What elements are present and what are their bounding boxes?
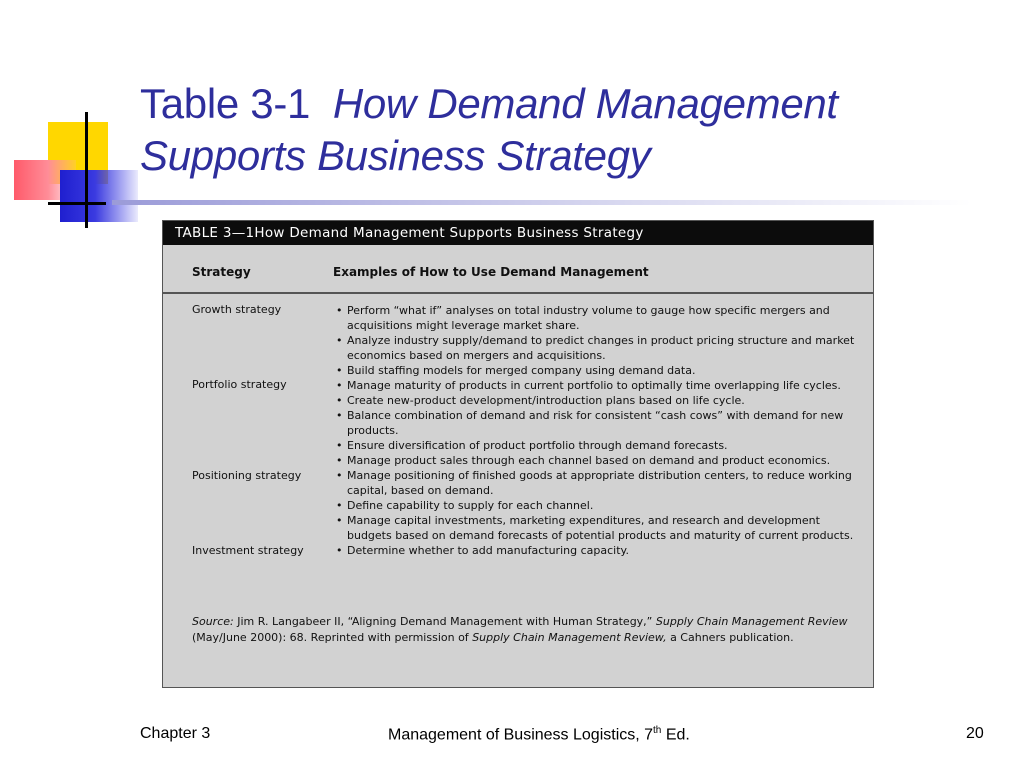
source-journal-1: Supply Chain Management Review bbox=[655, 615, 848, 628]
title-underline bbox=[112, 200, 972, 205]
table-caption: TABLE 3—1How Demand Management Supports Business Strategy bbox=[163, 221, 873, 245]
footer-page-number: 20 bbox=[966, 725, 984, 742]
source-text-1: Jim R. Langabeer II, “Aligning Demand Management with Human Strategy,” bbox=[233, 615, 656, 628]
footer-book-prefix: Management of Business Logistics, 7 bbox=[388, 726, 654, 744]
strategy-label-portfolio: Portfolio strategy bbox=[192, 378, 287, 391]
list-item: • Manage positioning of finished goods at appropriate distribution centers, to reduce working capital, based on demand. bbox=[336, 468, 866, 498]
list-item: • Manage maturity of products in current portfolio to optimally time overlapping life cycles. bbox=[336, 378, 866, 393]
list-item: • Create new-product development/introduction plans based on life cycle. bbox=[336, 393, 866, 408]
slide-title bbox=[140, 78, 1000, 182]
slide-title-prefix: Table 3-1 bbox=[140, 80, 311, 127]
footer-chapter: Chapter 3 bbox=[140, 725, 211, 742]
list-item: • Ensure diversification of product portfolio through demand forecasts. bbox=[336, 438, 866, 453]
decorative-vertical-line bbox=[85, 112, 88, 228]
list-item: • Manage product sales through each channel based on demand and product economics. bbox=[336, 453, 866, 468]
decorative-blue-bar bbox=[60, 170, 138, 222]
source-note bbox=[192, 614, 862, 645]
source-journal-2: Supply Chain Management Review, bbox=[472, 630, 667, 644]
slide-title-italic: How Demand Management Supports Business Strategy bbox=[140, 80, 838, 179]
strategy-label-positioning: Positioning strategy bbox=[192, 469, 302, 482]
footer-book-suffix: Ed. bbox=[661, 726, 690, 744]
list-item: • Manage capital investments, marketing expenditures, and research and development budgets based on demand forecasts of potential products and maturity of current products. bbox=[336, 513, 866, 543]
footer-book-title bbox=[388, 725, 690, 744]
strategy-label-growth: Growth strategy bbox=[192, 303, 282, 316]
source-text-3: a Cahners publication. bbox=[666, 630, 794, 644]
footer-book-sup: th bbox=[653, 725, 662, 736]
column-header-strategy: Strategy bbox=[192, 265, 251, 279]
column-header-examples: Examples of How to Use Demand Management bbox=[333, 265, 649, 279]
table-image bbox=[140, 215, 878, 697]
source-text-2: (May/June 2000): 68. Reprinted with permission of bbox=[192, 630, 473, 644]
source-label: Source: bbox=[192, 615, 234, 628]
examples-list bbox=[336, 303, 866, 558]
list-item: • Build staffing models for merged company using demand data. bbox=[336, 363, 866, 378]
table-box bbox=[162, 220, 874, 688]
strategy-label-investment: Investment strategy bbox=[192, 544, 304, 557]
list-item: • Define capability to supply for each channel. bbox=[336, 498, 866, 513]
decorative-horizontal-line bbox=[48, 202, 106, 205]
list-item: • Determine whether to add manufacturing capacity. bbox=[336, 543, 866, 558]
list-item: • Perform “what if” analyses on total industry volume to gauge how specific mergers and acquisitions might leverage market share. bbox=[336, 303, 866, 333]
list-item: • Balance combination of demand and risk for consistent “cash cows” with demand for new products. bbox=[336, 408, 866, 438]
list-item: • Analyze industry supply/demand to predict changes in product pricing structure and market economics based on mergers and acquisitions. bbox=[336, 333, 866, 363]
header-divider bbox=[163, 292, 873, 294]
